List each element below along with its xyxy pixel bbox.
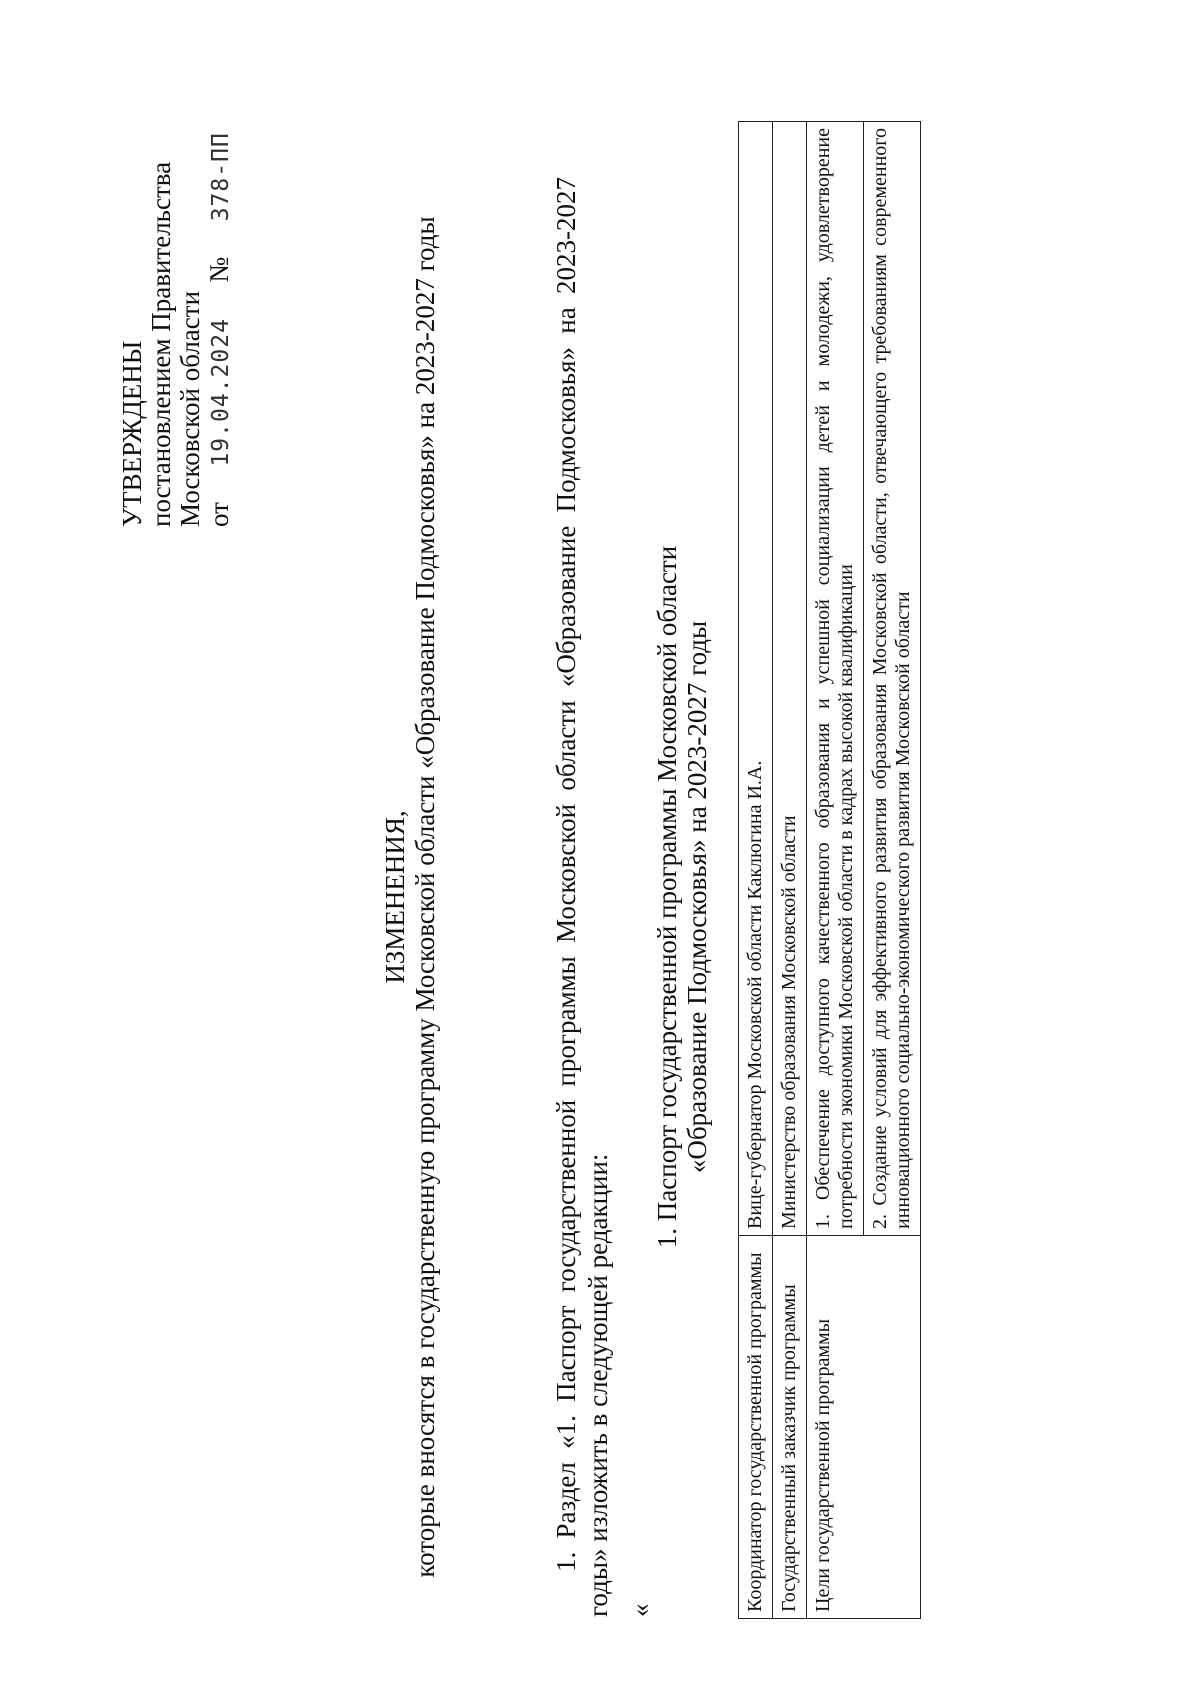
row-value: 1. Обеспечение доступного качественного образования и успешной социализации детей и молодежи, удовлетворение потребности экономики Московской области в кадрах высокой квалификации (807, 122, 864, 1236)
document-subtitle: которые вносятся в государственную программу Московской области «Образование Подмосковья» на 2023-2027 годы (410, 216, 440, 1578)
paragraph-1 (550, 177, 614, 1617)
table-row (807, 122, 864, 1619)
number-sign: № (204, 256, 234, 283)
approval-stamp-block (118, 132, 236, 527)
approval-date-line (205, 132, 236, 527)
approval-line-1: УТВЕРЖДЕНЫ (117, 340, 147, 527)
passport-table (738, 121, 921, 1619)
passport-title (652, 177, 712, 1617)
row-label: Государственный заказчик программы (773, 1236, 807, 1619)
row-value: 2. Создание условий для эффективного развития образования Московской области, отвечающего требованиям современного инновационного социально-экономического развития Московской области (864, 122, 921, 1236)
document-title: ИЗМЕНЕНИЯ, (380, 810, 410, 984)
table-row (739, 122, 773, 1619)
row-value: Вице-губернатор Московской области Каклюгина И.А. (739, 122, 773, 1236)
row-label: Цели государственной программы (807, 1236, 921, 1619)
approval-line-2: постановлением Правительства (146, 161, 176, 527)
approval-date: 19.04.2024 (208, 318, 234, 467)
passport-title-line-1: 1. Паспорт государственной программы Московской области (652, 545, 682, 1249)
row-value: Министерство образования Московской области (773, 122, 807, 1236)
row-label: Координатор государственной программы (739, 1236, 773, 1619)
approval-number: 378-ПП (208, 132, 234, 222)
table-row (773, 122, 807, 1619)
passport-title-line-2: «Образование Подмосковья» на 2023-2027 годы (682, 620, 712, 1174)
approval-line-3: Московской области (175, 290, 205, 527)
date-prefix: от (204, 502, 234, 527)
paragraph-1-text: 1. Раздел «1. Паспорт государственной программы Московской области «Образование Подмосковья» на 2023-2027 годы» изложить в следующей редакции: (551, 177, 613, 1617)
opening-quote: « (625, 1603, 655, 1617)
